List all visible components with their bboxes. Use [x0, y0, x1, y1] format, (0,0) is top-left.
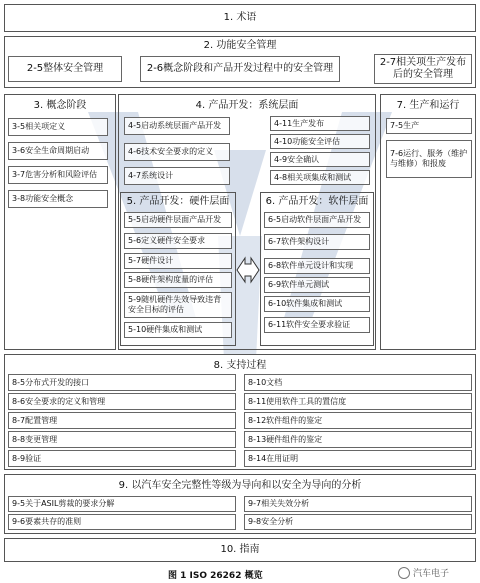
section-9-title: 9. 以汽车安全完整性等级为导向和以安全为导向的分析 [118, 480, 362, 491]
item-4-5: 4-5启动系统层面产品开发 [124, 117, 230, 135]
section-6-title: 6. 产品开发：软件层面 [265, 196, 369, 207]
item-5-6: 5-6定义硬件安全要求 [124, 233, 232, 249]
watermark-text: 汽车电子 [413, 569, 450, 579]
item-5-5: 5-5启动硬件层面产品开发 [124, 212, 232, 228]
item-2-5: 2-5整体安全管理 [8, 56, 122, 82]
item-3-7: 3-7危害分析和风险评估 [8, 166, 108, 184]
item-4-11: 4-11生产发布 [270, 116, 370, 131]
section-3-title: 3. 概念阶段 [33, 100, 87, 111]
item-8-6: 8-6安全要求的定义和管理 [8, 393, 236, 410]
item-7-5: 7-5生产 [386, 118, 472, 134]
section-7-title: 7. 生产和运行 [396, 100, 460, 111]
item-3-5: 3-5相关项定义 [8, 118, 108, 136]
item-8-9: 8-9验证 [8, 450, 236, 467]
item-6-5: 6-5启动软件层面产品开发 [264, 212, 370, 228]
item-8-12: 8-12软件组件的鉴定 [244, 412, 472, 429]
section-4-title: 4. 产品开发：系统层面 [195, 100, 299, 111]
item-9-5: 9-5关于ASIL剪裁的要求分解 [8, 496, 236, 512]
item-4-9: 4-9安全确认 [270, 152, 370, 167]
item-6-7: 6-7软件架构设计 [264, 234, 370, 250]
item-9-6: 9-6要素共存的准则 [8, 514, 236, 530]
item-2-7: 2-7相关项生产发布后的安全管理 [374, 54, 472, 84]
item-8-13: 8-13硬件组件的鉴定 [244, 431, 472, 448]
item-8-5: 8-5分布式开发的接口 [8, 374, 236, 391]
watermark-logo [398, 566, 449, 579]
item-6-9: 6-9软件单元测试 [264, 277, 370, 293]
item-6-10: 6-10软件集成和测试 [264, 296, 370, 312]
item-8-14: 8-14在用证明 [244, 450, 472, 467]
section-5-title: 5. 产品开发：硬件层面 [126, 196, 230, 207]
item-5-8: 5-8硬件架构度量的评估 [124, 272, 232, 288]
item-4-6: 4-6技术安全要求的定义 [124, 143, 230, 161]
figure-caption: 图 1 ISO 26262 概览 [168, 571, 263, 581]
item-9-8: 9-8安全分析 [244, 514, 472, 530]
section-10-title: 10. 指南 [220, 544, 260, 555]
item-8-7: 8-7配置管理 [8, 412, 236, 429]
item-8-11: 8-11使用软件工具的置信度 [244, 393, 472, 410]
item-4-7: 4-7系统设计 [124, 167, 230, 185]
logo-mark-icon [398, 567, 410, 579]
item-4-10: 4-10功能安全评估 [270, 134, 370, 149]
item-5-9: 5-9随机硬件失效导致违背安全目标的评估 [124, 292, 232, 318]
item-3-6: 3-6安全生命周期启动 [8, 142, 108, 160]
item-8-8: 8-8变更管理 [8, 431, 236, 448]
double-arrow-icon [236, 250, 260, 290]
item-9-7: 9-7相关失效分析 [244, 496, 472, 512]
item-3-8: 3-8功能安全概念 [8, 190, 108, 208]
section-2-title: 2. 功能安全管理 [203, 40, 277, 51]
item-6-8: 6-8软件单元设计和实现 [264, 258, 370, 274]
item-6-11: 6-11软件安全要求验证 [264, 317, 370, 333]
item-2-6: 2-6概念阶段和产品开发过程中的安全管理 [140, 56, 340, 82]
item-8-10: 8-10文档 [244, 374, 472, 391]
section-1-title: 1. 术语 [223, 12, 257, 23]
item-4-8: 4-8相关项集成和测试 [270, 170, 370, 185]
item-7-6: 7-6运行、服务（维护与维修）和报废 [386, 140, 472, 178]
item-5-7: 5-7硬件设计 [124, 253, 232, 269]
item-5-10: 5-10硬件集成和测试 [124, 322, 232, 338]
section-8-title: 8. 支持过程 [213, 360, 267, 371]
